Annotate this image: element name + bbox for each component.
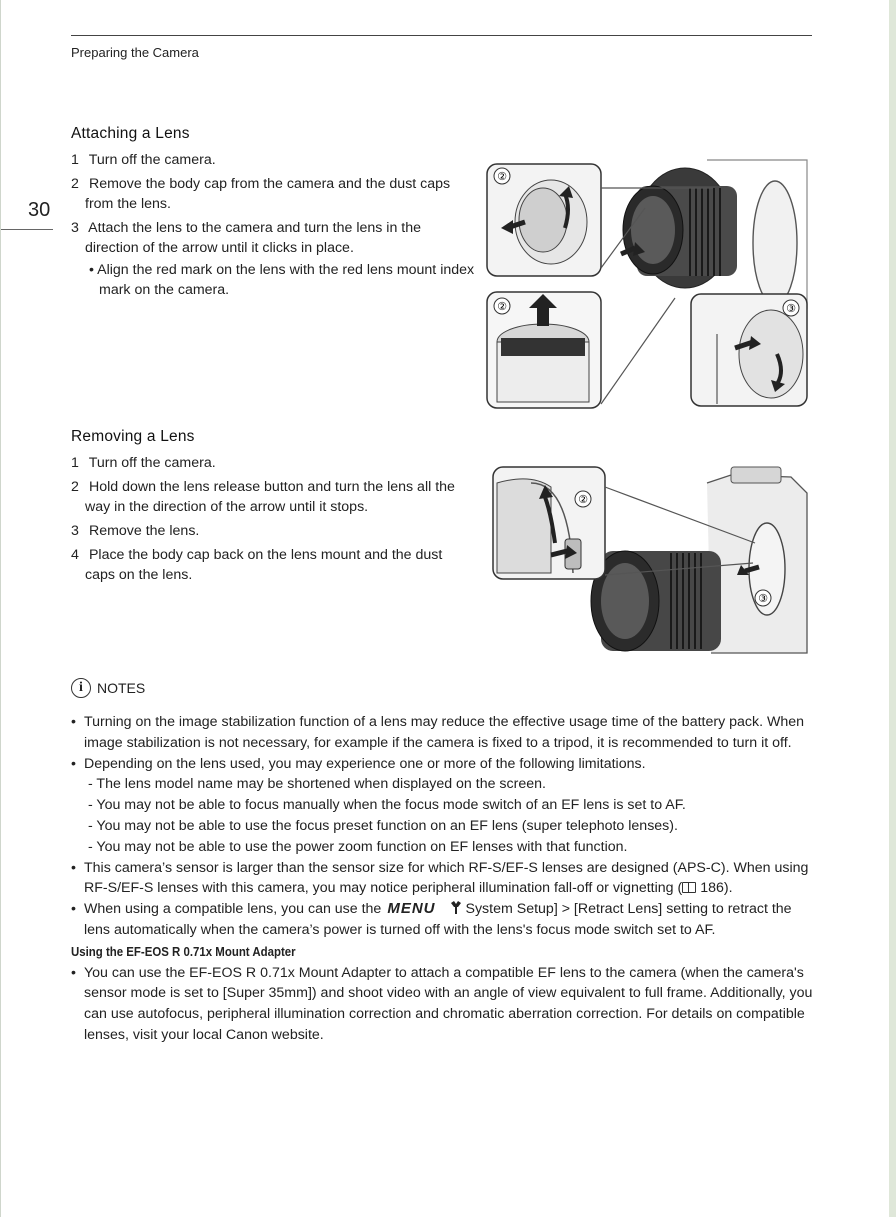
limitation-item: - You may not be able to focus manually when the focus mode switch of an EF lens is set to AF. bbox=[88, 797, 686, 814]
limitation-item: - You may not be able to use the focus preset function on an EF lens (super telephoto lenses). bbox=[88, 817, 678, 834]
attach-step-3: 3 Attach the lens to the camera and turn the lens in the direction of the arrow until it clicks in place. bbox=[71, 220, 421, 256]
remove-step-3: 3 Remove the lens. bbox=[71, 523, 200, 539]
note-retract-lens: • When using a compatible lens, you can use the MENU System Setup] > [Retract Lens] setting to retract the lens automatically when the camera’s power is turned off with the lens's focus mode switch set to AF. bbox=[71, 899, 813, 941]
attach-steps bbox=[71, 150, 471, 262]
page-number-rule bbox=[1, 229, 53, 230]
remove-step-4: 4 Place the body cap back on the lens mount and the dust caps on the lens. bbox=[71, 547, 443, 583]
limitation-item: - You may not be able to use the power zoom function on EF lenses with that function. bbox=[88, 838, 628, 855]
attach-step-1: 1 Turn off the camera. bbox=[71, 152, 216, 168]
remove-step-2: 2 Hold down the lens release button and turn the lens all the way in the direction of the arrow until it stops. bbox=[71, 479, 455, 515]
running-header: Preparing the Camera bbox=[71, 45, 199, 60]
wrench-icon bbox=[450, 901, 462, 914]
page-number: 30 bbox=[28, 199, 51, 221]
callout-3: ③ bbox=[758, 592, 768, 605]
note-aps-c: • This camera’s sensor is larger than the sensor size for which RF-S/EF-S lenses are designed (APS-C). When using RF-S/EF-S lenses with this camera, you may notice peripheral illumination fall-off or vignetting ( 186). bbox=[71, 858, 813, 900]
callout-2b: ② bbox=[497, 300, 507, 313]
callout-3: ③ bbox=[786, 302, 796, 315]
note-limitations: • Depending on the lens used, you may experience one or more of the following limitations. bbox=[71, 754, 813, 775]
page-reference: 186 bbox=[700, 880, 724, 897]
callout-2a: ② bbox=[497, 170, 507, 183]
remove-step-1: 1 Turn off the camera. bbox=[71, 455, 216, 471]
adapter-heading: Using the EF-EOS R 0.71x Mount Adapter bbox=[71, 943, 296, 959]
book-reference-icon bbox=[682, 882, 696, 893]
remove-title: Removing a Lens bbox=[71, 428, 195, 445]
attach-title: Attaching a Lens bbox=[71, 125, 190, 142]
notes-heading bbox=[71, 678, 145, 698]
remove-steps bbox=[71, 453, 473, 589]
header-rule bbox=[71, 35, 812, 36]
attach-sub-bullet: • Align the red mark on the lens with the red lens mount index mark on the camera. bbox=[89, 262, 475, 298]
callout-2: ② bbox=[578, 493, 588, 506]
note-stabilization: • Turning on the image stabilization function of a lens may reduce the effective usage time of the battery pack. When image stabilization is not necessary, for example if the camera is fixed to a tripod, it is recommended to turn it off. bbox=[71, 712, 813, 754]
lens bbox=[591, 551, 721, 651]
attach-lens-illustration bbox=[485, 158, 811, 410]
lens bbox=[623, 168, 737, 288]
attach-step-2: 2 Remove the body cap from the camera and the dust caps from the lens. bbox=[71, 176, 451, 212]
notes-body bbox=[71, 712, 813, 1046]
note-mount-adapter: • You can use the EF-EOS R 0.71x Mount Adapter to attach a compatible EF lens to the camera (when the camera's sensor mode is set to [Super 35mm]) and shoot video with an angle of view equivalent to full frame. Additionally, you can use autofocus, peripheral illumination correction and chromatic aberration correction. For details on compatible lenses, visit your local Canon website. bbox=[71, 963, 813, 1046]
remove-lens-illustration bbox=[491, 463, 811, 655]
limitation-item: - The lens model name may be shortened when displayed on the screen. bbox=[88, 776, 546, 793]
info-icon: i bbox=[71, 678, 91, 698]
lens-mount bbox=[753, 181, 797, 305]
notes-label: NOTES bbox=[97, 680, 146, 696]
menu-icon: MENU bbox=[387, 900, 436, 918]
